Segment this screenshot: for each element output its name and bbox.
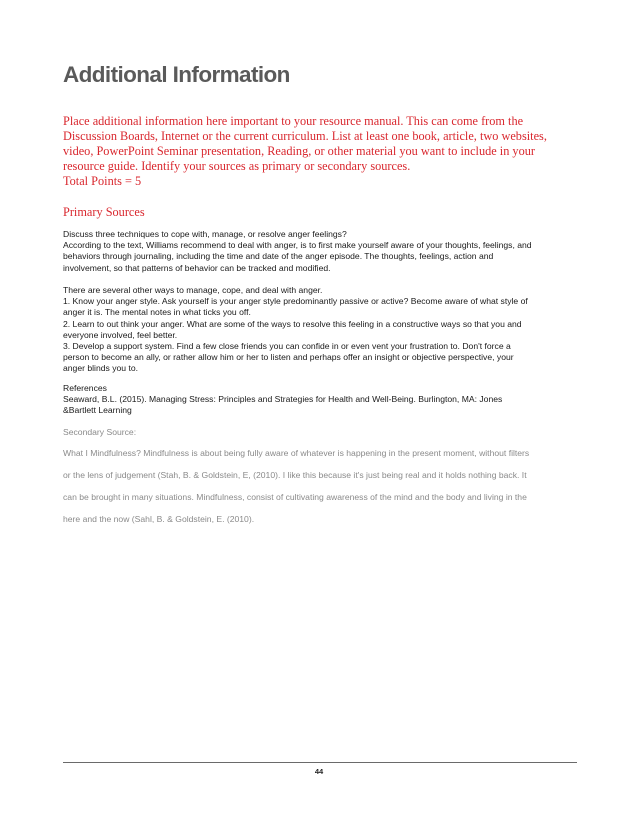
- references-block: [63, 383, 502, 417]
- techniques-line: anger it is. The mental notes in what ticks you off.: [63, 307, 251, 318]
- techniques-line: 3. Develop a support system. Find a few close friends you can confide in or even vent your frustration to. Don't force a: [63, 341, 511, 352]
- discuss-paragraph: [63, 229, 532, 274]
- reference-entry: &Bartlett Learning: [63, 405, 132, 416]
- secondary-line: What I Mindfulness? Mindfulness is about being fully aware of whatever is happening in the present moment, without filters: [63, 448, 530, 458]
- instructions-line: resource guide. Identify your sources as primary or secondary sources.: [63, 159, 411, 173]
- discuss-line: According to the text, Williams recommend to deal with anger, is to first make yourself aware of your thoughts, feelings, and: [63, 240, 532, 251]
- discuss-line: Discuss three techniques to cope with, manage, or resolve anger feelings?: [63, 229, 347, 239]
- secondary-source-heading: Secondary Source:: [63, 427, 137, 437]
- secondary-line: can be brought in many situations. Mindfulness, consist of cultivating awareness of the mind and the body and living in the: [63, 492, 527, 502]
- instructions-line: Discussion Boards, Internet or the current curriculum. List at least one book, article, two websites,: [63, 129, 547, 143]
- instructions-line: video, PowerPoint Seminar presentation, Reading, or other material you want to include in your: [63, 144, 535, 158]
- instructions-line: Place additional information here important to your resource manual. This can come from the: [63, 114, 524, 128]
- references-heading: References: [63, 383, 107, 393]
- total-points: Total Points = 5: [63, 174, 142, 188]
- techniques-line: There are several other ways to manage, cope, and deal with anger.: [63, 285, 323, 295]
- discuss-line: behaviors through journaling, including the time and date of the anger episode. The thoughts, feelings, action and: [63, 251, 494, 262]
- techniques-line: 2. Learn to out think your anger. What are some of the ways to resolve this feeling in a constructive ways so that you and: [63, 318, 522, 329]
- page-title: Additional Information: [63, 62, 290, 87]
- techniques-line: 1. Know your anger style. Ask yourself is your anger style predominantly passive or active? Become aware of what style of: [63, 296, 528, 307]
- techniques-paragraph: [63, 285, 528, 375]
- instructions-paragraph: [63, 114, 583, 189]
- footer-divider: [63, 762, 577, 763]
- techniques-line: anger blinds you to.: [63, 363, 139, 374]
- primary-sources-heading: Primary Sources: [63, 205, 145, 219]
- page-number: 44: [314, 767, 324, 776]
- secondary-line: or the lens of judgement (Stah, B. & Goldstein, E, (2010). I like this because it's just being real and it holds nothing back. It: [63, 470, 527, 480]
- techniques-line: everyone involved, feel better.: [63, 329, 178, 340]
- techniques-line: person to become an ally, or rather allow him or her to listen and perhaps offer an insight or objective perspective, your: [63, 352, 514, 363]
- discuss-line: involvement, so that patterns of behavior can be tracked and modified.: [63, 262, 331, 273]
- secondary-line: here and the now (Sahl, B. & Goldstein, E. (2010).: [63, 514, 255, 524]
- reference-entry: Seaward, B.L. (2015). Managing Stress: Principles and Strategies for Health and Well-Being. Burlington, MA: Jones: [63, 394, 503, 405]
